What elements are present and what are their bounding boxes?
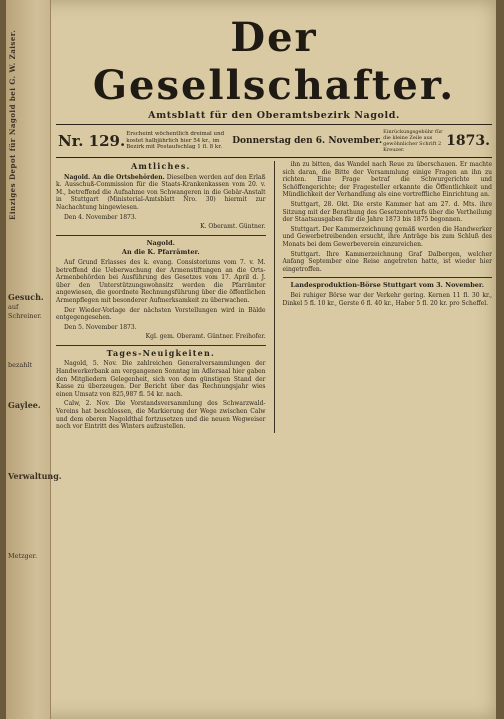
notice-signature: K. Oberamt. Güntner. [200, 223, 266, 231]
newspaper-title: Der Gesellschafter. [92, 14, 456, 109]
news-paragraph: Stuttgart. Der Kammerzeichnung gemäß werden die Handwerker und Gewerbetreibenden ersucht, ihre Anträge bis zum Schluß des Monats bei dem Gewerbeverein einzureichen. [282, 225, 493, 248]
issue-schedule: Erscheint wöchentlich dreimal und kostet halbjährlich hier 54 kr., im Bezirk mit Postaufschlag 1 fl. 8 kr. [126, 131, 225, 151]
binding-fragment: Metzger. [8, 552, 38, 560]
notice-subheading: An die K. Pfarrämter. [121, 248, 200, 257]
right-column [283, 161, 493, 433]
section-heading-amtliches: Amtliches. [131, 161, 191, 171]
binding-fragment: Verwaltung. [8, 471, 62, 481]
left-binding-strip [6, 0, 62, 719]
columns [56, 161, 492, 433]
newspaper-main [56, 8, 492, 716]
masthead [56, 14, 492, 121]
notice-date: Den 5. November 1873. [64, 323, 137, 331]
notice-place: Nagold. [146, 238, 175, 247]
newspaper-subtitle: Amtsblatt für den Oberamtsbezirk Nagold. [148, 110, 400, 121]
news-paragraph: Stuttgart. Ihre Kammerzeichnung Graf Dalbergen, welcher Anfang September eine Reise angetreten hatte, ist wieder hier eingetroffen. [282, 250, 493, 273]
market-paragraph: Bei ruhiger Börse war der Verkehr gering. Kernen 11 fl. 30 kr., Dinkel 5 fl. 10 kr., Gerste 6 fl. 40 kr., Haber 5 fl. 20 kr. pro Scheffel. [282, 291, 493, 307]
info-rule [56, 157, 492, 158]
news-paragraph: Calw, 2. Nov. Die Vorstandsversammlung des Schwarzwald-Vereins hat beschlossen, die Markierung der Wege zwischen Calw und dem oberen Nagoldthal fortzusetzen und die neuen Wegweiser noch vor Eintritt des Winters aufzustellen. [56, 400, 266, 431]
issue-number: Nr. 129. [58, 132, 126, 150]
notice-paragraph: Auf Grund Erlasses des k. evang. Consistoriums vom 7. v. M. betreffend die Ueberwachung der Armenstiftungen an die Orts-Armenbehörden bei Ausführung des Gesetzes vom 17. April d. J. über den Unterstützungswohnsitz werden die Pfarrämter angewiesen, die geordnete Rechnungsführung über die öffentlichen Armenpflegen mit besonderer Aufmerksamkeit zu überwachen. [56, 258, 266, 304]
news-paragraph: Nagold, 5. Nov. Die zahlreichen Generalversammlungen der Handwerkerbank am vergangenen Sonntag im Adlersaal hier gaben den Mitgliedern Gelegenheit, sich von dem günstigen Stand der Kasse zu überzeugen. Der Bericht über das Rechnungsjahr wies einen Umsatz von 825,987 fl. 54 kr. nach. [56, 360, 266, 398]
market-heading: Landesproduktion-Börse Stuttgart vom 3. November. [290, 281, 484, 290]
masthead-rule [56, 124, 492, 125]
news-paragraph: Stuttgart, 28. Okt. Die erste Kammer hat am 27. d. Mts. ihre Sitzung mit der Berathung des Gesetzentwurfs über die Vertheilung der Staatsausgaben für die Jahre 1873 bis 1875 begonnen. [282, 200, 493, 224]
notice-signature: Kgl. gem. Oberamt. Güntner. Freihofer. [145, 333, 266, 341]
news-paragraph: ihn zu bitten, das Wandel nach Reue zu überschauen. Er machte sich daran, die Bitte der Versammlung einige Fragen an ihn zu richten. Eine Frage betraf die Schwurgerichte und Schöffengerichte; der Fragesteller erkannte die Öffentlichkeit und Mündlichkeit der Verhandlung als eine vortreffliche Einrichtung an. [282, 161, 493, 199]
notice-date: Den 4. November 1873. [64, 213, 137, 221]
left-column [56, 161, 266, 433]
section-heading-news: Tages-Neuigkeiten. [106, 347, 215, 358]
binding-fragment: bezahlt [8, 361, 33, 369]
binding-vertical-text: Einziges Depot für Nagold bei G. W. Zaiser. [8, 29, 17, 220]
issue-info-bar [56, 128, 492, 154]
notice-paragraph: Nagold. An die Ortsbehörden. Dieselben werden auf den Erlaß k. Ausschuß-Commission für die Staats-Krankenkassen vom 20. v. M., betreffend die Aufnahme von Schwangeren in die Gebär-Anstalt in Stuttgart (Ministerial-Amtsblatt Nro. 30) hiermit zur Nachachtung hingewiesen. [56, 173, 266, 211]
issue-year: 1873. [446, 133, 490, 149]
binding-fragment: Gaylee. [8, 400, 41, 410]
issue-date: Donnerstag den 6. November. [232, 136, 383, 146]
column-separator [274, 161, 275, 433]
binding-fragment: Gesuch. [8, 292, 44, 302]
binding-fragment: Schreiner. [8, 312, 42, 320]
notice-paragraph: Der Wieder-Vorlage der nächsten Vorstellungen wird in Bälde entgegengesehen. [56, 306, 266, 322]
issue-rates: Einrückungsgebühr für die kleine Zeile aus gewöhnlicher Schrift 2 Kreuzer. [383, 129, 443, 153]
newspaper-page [6, 0, 496, 719]
binding-fragment: auf [8, 303, 19, 311]
